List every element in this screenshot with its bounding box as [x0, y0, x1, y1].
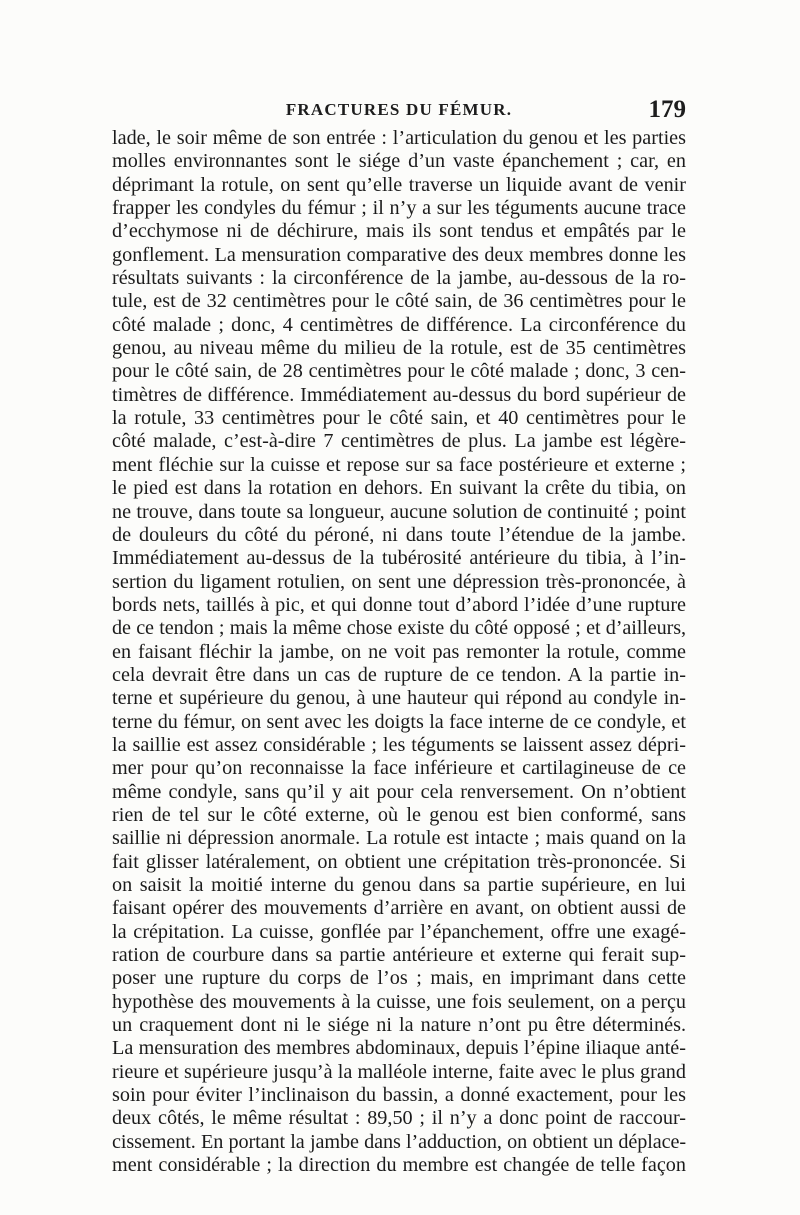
text-line: frapper les condyles du fémur ; il n’y a sur les téguments aucune trace — [112, 197, 686, 220]
text-line: déprimant la rotule, on sent qu’elle traverse un liquide avant de venir — [112, 173, 686, 196]
text-line: timètres de différence. Immédiatement au-dessus du bord supérieur de — [112, 383, 686, 406]
text-line: molles environnantes sont le siége d’un vaste épanchement ; car, en — [112, 150, 686, 173]
text-line: rien de tel sur le côté externe, où le genou est bien conformé, sans — [112, 803, 686, 826]
text-line: le pied est dans la rotation en dehors. En suivant la crête du tibia, on — [112, 477, 686, 500]
text-line: bords nets, taillés à pic, et qui donne tout d’abord l’idée d’une rupture — [112, 593, 686, 616]
text-line: en faisant fléchir la jambe, on ne voit pas remonter la rotule, comme — [112, 640, 686, 663]
text-line: ration de courbure dans sa partie antérieure et externe qui ferait sup- — [112, 944, 686, 967]
text-line: fait glisser latéralement, on obtient une crépitation très-prononcée. Si — [112, 850, 686, 873]
text-line: mer pour qu’on reconnaisse la face inférieure et cartilagineuse de ce — [112, 757, 686, 780]
text-line: faisant opérer des mouvements d’arrière en avant, on obtient aussi de — [112, 897, 686, 920]
text-line: côté malade, c’est-à-dire 7 centimètres de plus. La jambe est légère- — [112, 430, 686, 453]
text-line: ne trouve, dans toute sa longueur, aucune solution de continuité ; point — [112, 500, 686, 523]
text-line: deux côtés, le même résultat : 89,50 ; il n’y a donc point de raccour- — [112, 1107, 686, 1130]
text-line: cela devrait être dans un cas de rupture de ce tendon. A la partie in- — [112, 663, 686, 686]
text-line: rieure et supérieure jusqu’à la malléole interne, faite avec le plus grand — [112, 1060, 686, 1083]
text-line: hypothèse des mouvements à la cuisse, une fois seulement, on a perçu — [112, 990, 686, 1013]
running-head — [112, 96, 686, 126]
text-line: ment fléchie sur la cuisse et repose sur sa face postérieure et externe ; — [112, 453, 686, 476]
text-line: la rotule, 33 centimètres pour le côté sain, et 40 centimètres pour le — [112, 407, 686, 430]
text-line: résultats suivants : la circonférence de la jambe, au-dessous de la ro- — [112, 267, 686, 290]
text-line: terne et supérieure du genou, à une hauteur qui répond au condyle in- — [112, 687, 686, 710]
running-title: FRACTURES DU FÉMUR. — [285, 100, 513, 119]
text-line: de ce tendon ; mais la même chose existe du côté opposé ; et d’ailleurs, — [112, 617, 686, 640]
body-text — [112, 127, 686, 1177]
text-line: cissement. En portant la jambe dans l’adduction, on obtient un déplace- — [112, 1130, 686, 1153]
text-line: sertion du ligament rotulien, on sent une dépression très-prononcée, à — [112, 570, 686, 593]
text-line: soin pour éviter l’inclinaison du bassin, a donné exactement, pour les — [112, 1084, 686, 1107]
text-line: la crépitation. La cuisse, gonflée par l’épanchement, offre une exagé- — [112, 920, 686, 943]
text-line: gonflement. La mensuration comparative des deux membres donne les — [112, 243, 686, 266]
text-line: saillie ni dépression anormale. La rotule est intacte ; mais quand on la — [112, 827, 686, 850]
text-line: tule, est de 32 centimètres pour le côté sain, de 36 centimètres pour le — [112, 290, 686, 313]
text-line: pour le côté sain, de 28 centimètres pour le côté malade ; donc, 3 cen- — [112, 360, 686, 383]
text-line: poser une rupture du corps de l’os ; mais, en imprimant dans cette — [112, 967, 686, 990]
text-line: genou, au niveau même du milieu de la rotule, est de 35 centimètres — [112, 337, 686, 360]
text-line: ment considérable ; la direction du membre est changée de telle façon — [112, 1154, 686, 1177]
text-line: d’ecchymose ni de déchirure, mais ils sont tendus et empâtés par le — [112, 220, 686, 243]
text-line: même condyle, sans qu’il y ait pour cela renversement. On n’obtient — [112, 780, 686, 803]
text-line: terne du fémur, on sent avec les doigts la face interne de ce condyle, et — [112, 710, 686, 733]
text-line: de douleurs du côté du péroné, ni dans toute l’étendue de la jambe. — [112, 523, 686, 546]
text-line: un craquement dont ni le siége ni la nature n’ont pu être déterminés. — [112, 1014, 686, 1037]
page-number: 179 — [648, 96, 686, 123]
text-line: côté malade ; donc, 4 centimètres de différence. La circonférence du — [112, 313, 686, 336]
text-line: Immédiatement au-dessus de la tubérosité antérieure du tibia, à l’in- — [112, 547, 686, 570]
text-line: La mensuration des membres abdominaux, depuis l’épine iliaque anté- — [112, 1037, 686, 1060]
text-line: la saillie est assez considérable ; les téguments se laissent assez dépri- — [112, 733, 686, 756]
text-line: lade, le soir même de son entrée : l’articulation du genou et les parties — [112, 127, 686, 149]
text-line: on saisit la moitié interne du genou dans sa partie supérieure, en lui — [112, 874, 686, 896]
